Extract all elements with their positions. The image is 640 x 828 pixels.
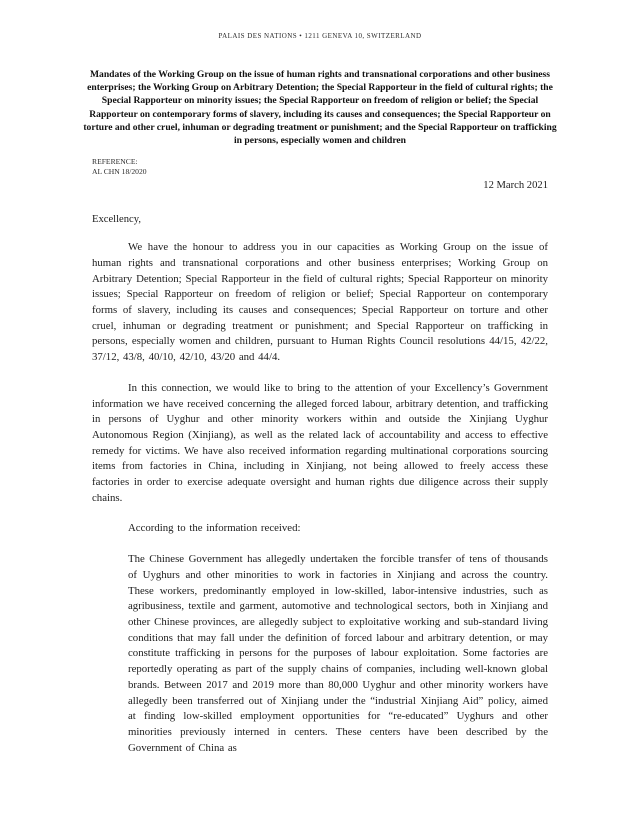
letter-date: 12 March 2021 bbox=[483, 180, 548, 192]
mandates-heading: Mandates of the Working Group on the issue of human rights and transnational corporations and other business enterprises; the Working Group on Arbitrary Detention; the Special Rapporteur in the field of cultural rights; the Special Rapporteur on minority issues; the Special Rapporteur on freedom of religion or belief; the Special Rapporteur on contemporary forms of slavery, including its causes and consequences; the Special Rapporteur on torture and other cruel, inhuman or degrading treatment or punishment; and the Special Rapporteur on trafficking in persons, especially women and children bbox=[83, 69, 557, 147]
paragraph-capacities: We have the honour to address you in our capacities as Working Group on the issue of human rights and transnational corporations and other business enterprises; Working Group on Arbitrary Detention; Special Rapporteur in the field of cultural rights; Special Rapporteur on minority issues; Special Rapporteur on freedom of religion or belief; Special Rapporteur on contemporary forms of slavery, including its causes and consequences; Special Rapporteur on torture and other cruel, inhuman or degrading treatment or punishment; and Special Rapporteur on trafficking in persons, especially women and children, pursuant to Human Rights Council resolutions 44/15, 42/22, 37/12, 43/8, 40/10, 42/10, 43/20 and 44/4. bbox=[92, 241, 548, 364]
reference-block bbox=[92, 157, 548, 177]
reference-label: REFERENCE: bbox=[92, 157, 138, 167]
reference-number: AL CHN 18/2020 bbox=[92, 167, 147, 177]
allegation-quote-paragraph: The Chinese Government has allegedly undertaken the forcible transfer of tens of thousands of Uyghurs and other minorities to work in factories in Xinjiang and across the country. These workers, predominantly employed in low-skilled, labor-intensive industries, such as agribusiness, textile and garment, automotive and technological sectors, both in Xinjiang and other Chinese provinces, are allegedly subject to exploitative working and sub-standard living conditions that may fall under the definition of forced labour and arbitrary detention, or may constitute trafficking in persons for the purposes of labour exploitation. Some factories are reportedly operating as part of the supply chains of companies, including well-known global brands. Between 2017 and 2019 more than 80,000 Uyghur and other minority workers have allegedly been transferred out of Xinjiang under the “industrial Xinjiang Aid” policy, aimed at finding low-skilled employment opportunities for “re-educated” Uyghurs and other minorities previously interned in centers. These centers have been described by the Government of China as bbox=[128, 553, 548, 754]
salutation: Excellency, bbox=[92, 214, 142, 226]
paragraph-according-to-information: According to the information received: bbox=[128, 522, 301, 535]
letterhead-address: PALAIS DES NATIONS • 1211 GENEVA 10, SWITZERLAND bbox=[218, 32, 422, 40]
paragraph-allegations: In this connection, we would like to bring to the attention of your Excellency’s Government information we have received concerning the alleged forced labour, arbitrary detention, and trafficking in persons of Uyghur and other minority workers within and outside the Xinjiang Uyghur Autonomous Region (Xinjiang), as well as the related lack of accountability and access to effective remedy for victims. We have also received information regarding multinational corporations sourcing items from factories in China, including in Xinjiang, not being allowed to freely access these factories in order to exercise adequate oversight and human rights due diligence across their supply chains. bbox=[92, 381, 548, 504]
